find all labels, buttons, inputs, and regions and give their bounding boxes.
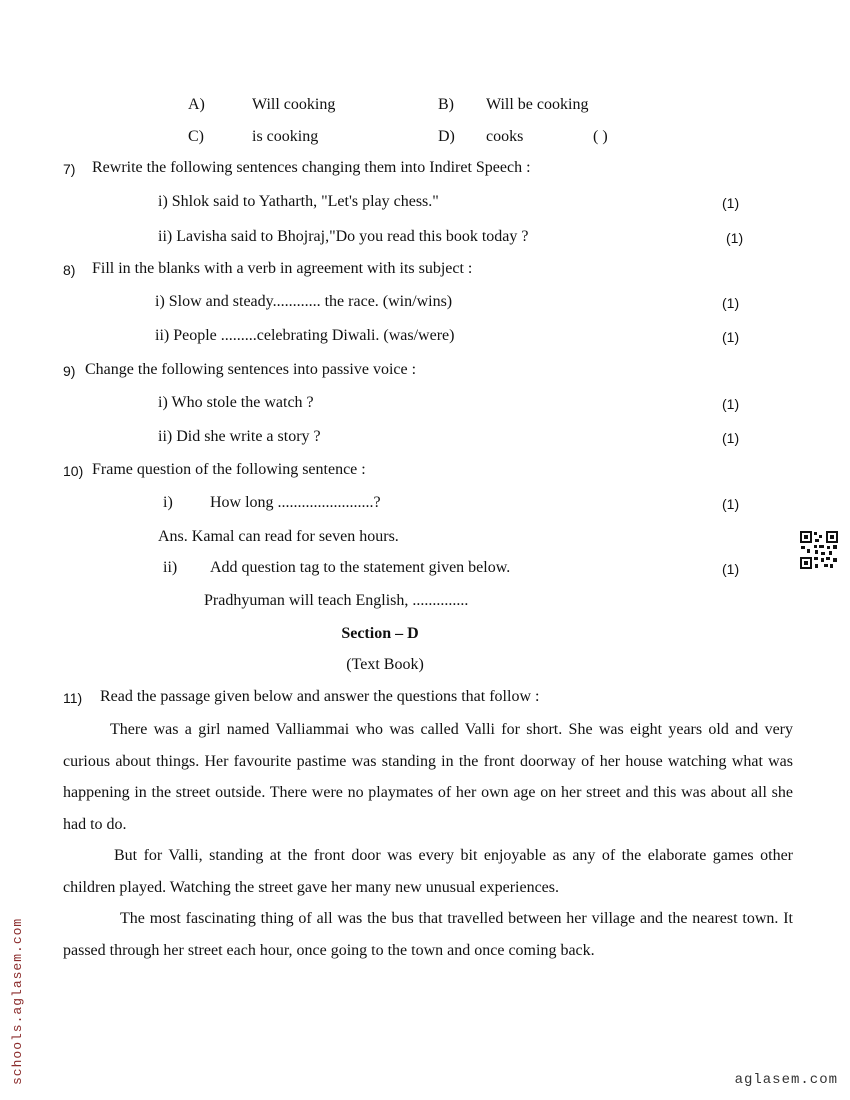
passage-paragraph-1: There was a girl named Valliammai who was called Valli for short. She was eight years old and very curious about things. Her favourite pastime was standing in the front doorway of her house watching what was happening in the street outside. There were no playmates of her own age on her street and this was about all she had to do. — [63, 721, 793, 833]
question-7-part-i-marks: (1) — [722, 195, 740, 211]
question-7-text: Rewrite the following sentences changing them into Indiret Speech : — [92, 159, 531, 176]
option-d-text: cooks — [486, 128, 524, 145]
question-8-text: Fill in the blanks with a verb in agreement with its subject : — [92, 260, 473, 277]
section-subtitle: (Text Book) — [346, 656, 424, 673]
option-b-text: Will be cooking — [486, 96, 589, 113]
question-10-part-i-marks: (1) — [722, 496, 740, 512]
question-10-answer: Ans. Kamal can read for seven hours. — [158, 528, 399, 545]
question-10-text: Frame question of the following sentence : — [92, 461, 366, 478]
question-11-number: 11) — [63, 690, 83, 706]
side-watermark: schools.aglasem.com — [10, 917, 25, 1085]
question-7-part-ii: ii) Lavisha said to Bhojraj,"Do you read this book today ? — [158, 228, 529, 245]
question-9-number: 9) — [63, 363, 76, 379]
question-9-text: Change the following sentences into passive voice : — [85, 361, 417, 378]
question-8-part-i-marks: (1) — [722, 295, 740, 311]
question-10-statement: Pradhyuman will teach English, .............. — [204, 592, 469, 609]
question-10-part-ii-marks: (1) — [722, 561, 740, 577]
answer-bracket: ( ) — [593, 128, 608, 145]
passage-paragraph-2: But for Valli, standing at the front door was every bit enjoyable as any of the elaborate games other children played. Watching the street gave her many new unusual experiences. — [63, 847, 793, 896]
option-c-text: is cooking — [252, 128, 319, 145]
question-10-part-i-label: i) — [163, 494, 173, 511]
question-9-part-i-marks: (1) — [722, 396, 740, 412]
question-8-number: 8) — [63, 262, 76, 278]
question-10-part-ii-label: ii) — [163, 559, 178, 576]
option-d-letter: D) — [438, 128, 455, 145]
question-7-number: 7) — [63, 161, 76, 177]
question-11-text: Read the passage given below and answer the questions that follow : — [100, 688, 540, 705]
question-8-part-i: i) Slow and steady............ the race. (win/wins) — [155, 293, 453, 310]
question-8-part-ii: ii) People .........celebrating Diwali. (was/were) — [155, 327, 455, 344]
passage-paragraph-3: The most fascinating thing of all was the bus that travelled between her village and the nearest town. It passed through her street each hour, once going to the town and once coming back. — [63, 910, 793, 959]
question-7-part-i: i) Shlok said to Yatharth, "Let's play chess." — [158, 193, 439, 210]
question-10-number: 10) — [63, 463, 84, 479]
option-c-letter: C) — [188, 128, 204, 145]
footer-watermark: aglasem.com — [734, 1072, 838, 1088]
question-9-part-ii: ii) Did she write a story ? — [158, 428, 321, 445]
question-9-part-ii-marks: (1) — [722, 430, 740, 446]
question-9-part-i: i) Who stole the watch ? — [158, 394, 314, 411]
option-a-letter: A) — [188, 96, 205, 113]
option-b-letter: B) — [438, 96, 454, 113]
section-title: Section – D — [341, 625, 419, 642]
question-7-part-ii-marks: (1) — [726, 230, 744, 246]
question-8-part-ii-marks: (1) — [722, 329, 740, 345]
question-10-part-i: How long ........................? — [210, 494, 381, 511]
qr-code-icon — [799, 530, 839, 570]
option-a-text: Will cooking — [252, 96, 336, 113]
question-10-part-ii: Add question tag to the statement given below. — [210, 559, 511, 576]
